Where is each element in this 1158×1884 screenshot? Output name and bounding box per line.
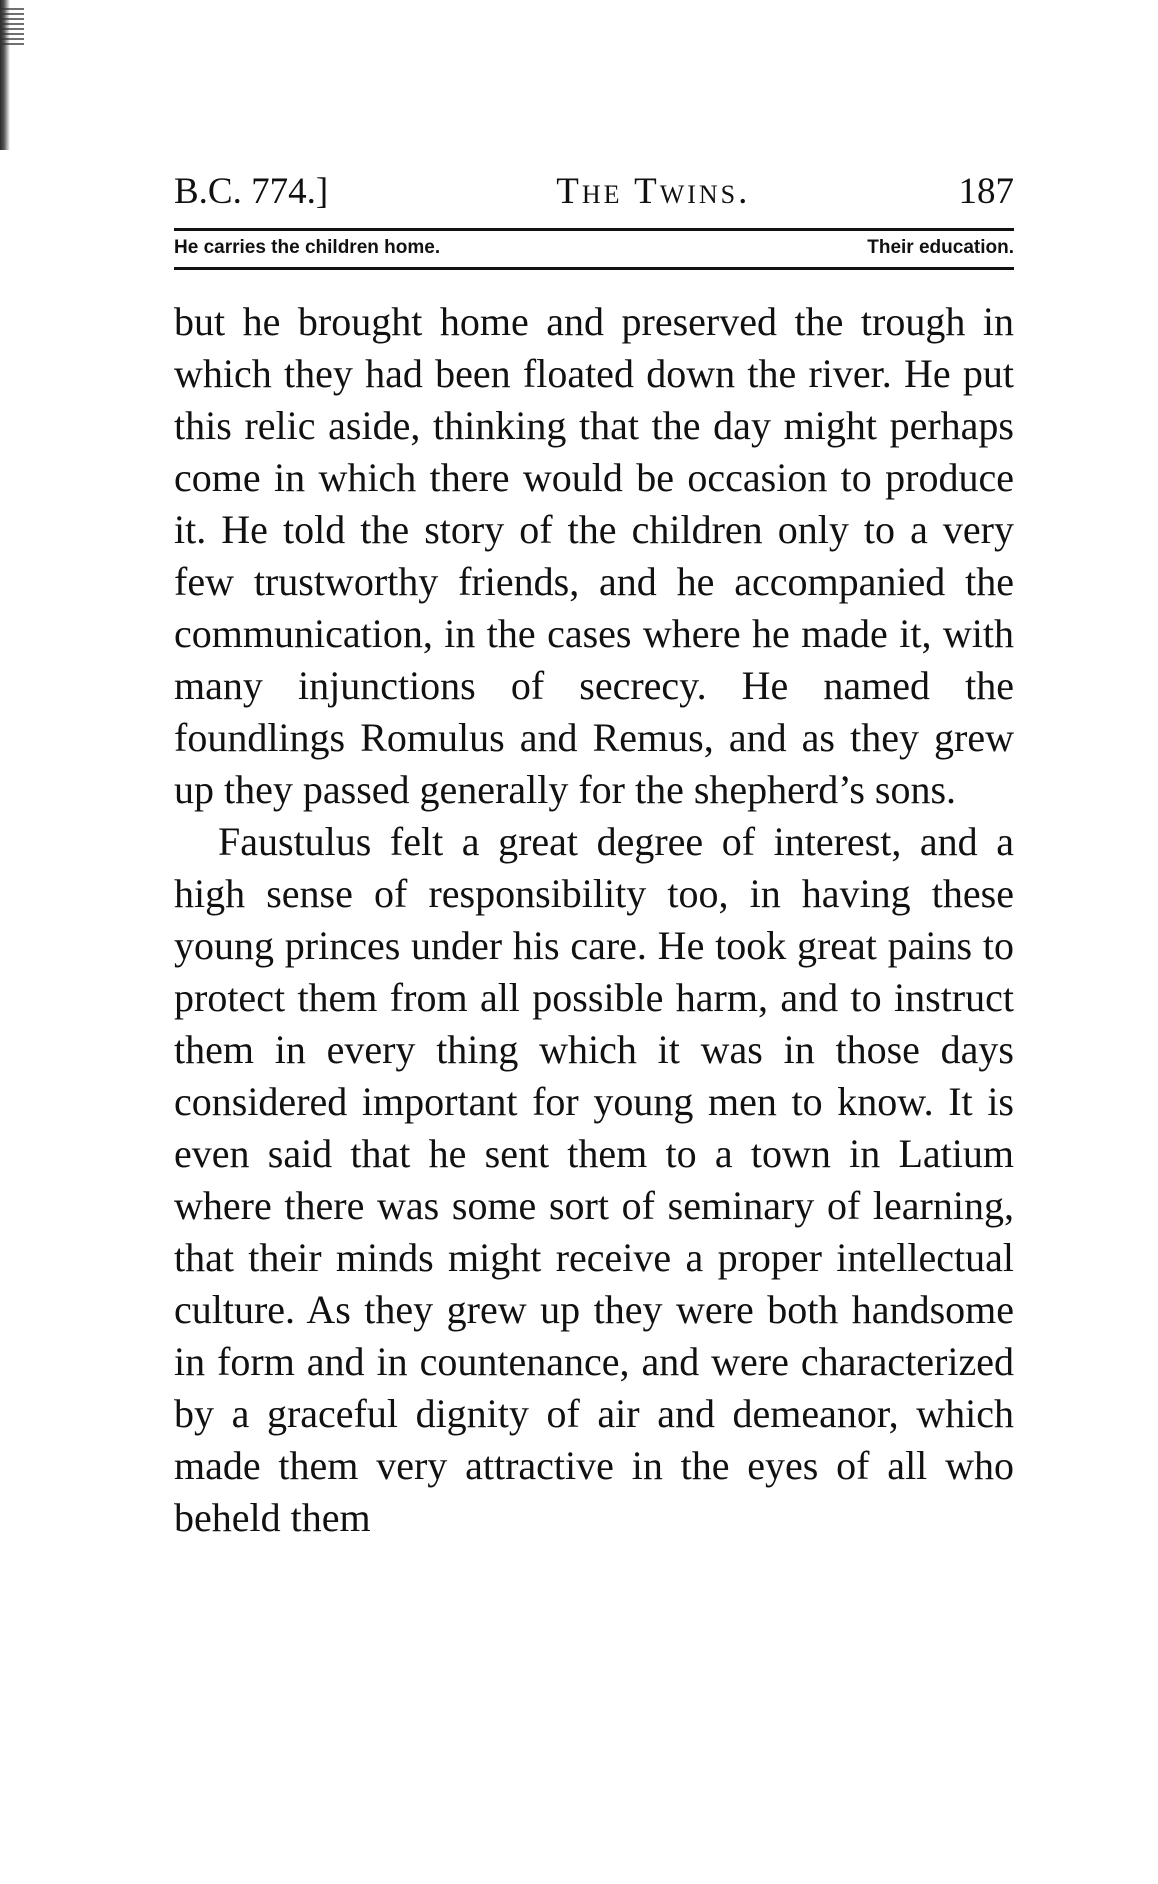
- paragraph-2: Faustulus felt a great degree of interest, and a high sense of responsibility too, in having these young princes under his care. He took great pains to protect them from all possible harm, and to instruct them in every thing which it was in those days considered important for young men to know. It is even said that he sent them to a town in Latium where there was some sort of seminary of learning, that their minds might receive a proper intellectual culture. As they grew up they were both handsome in form and in countenance, and were characterized by a graceful dignity of air and demeanor, which made them very attractive in the eyes of all who beheld them: [174, 819, 1014, 1540]
- marginal-subheading: [174, 231, 1014, 267]
- subhead-rule: [174, 267, 1014, 270]
- running-head: [174, 170, 1014, 222]
- subhead-left: He carries the children home.: [174, 237, 441, 258]
- header-date: B.C. 774.]: [174, 171, 329, 212]
- page-number: 187: [958, 171, 1014, 212]
- subhead-right: Their education.: [867, 237, 1014, 258]
- paragraph-1: but he brought home and preserved the trough in which they had been floated down the river. He put this relic aside, thinking that the day might perhaps come in which there would be occasion to produce it. He told the story of the children only to a very few trustworthy friends, and he accompanied the communication, in the cases where he made it, with many injunctions of secrecy. He named the foundlings Romulus and Remus, and as they grew up they passed generally for the shepherd’s sons.: [174, 299, 1014, 812]
- body-text: [174, 296, 1014, 1544]
- book-page: [174, 170, 1014, 1544]
- scan-edge-artifact: [0, 0, 10, 150]
- chapter-title: The Twins.: [556, 171, 751, 212]
